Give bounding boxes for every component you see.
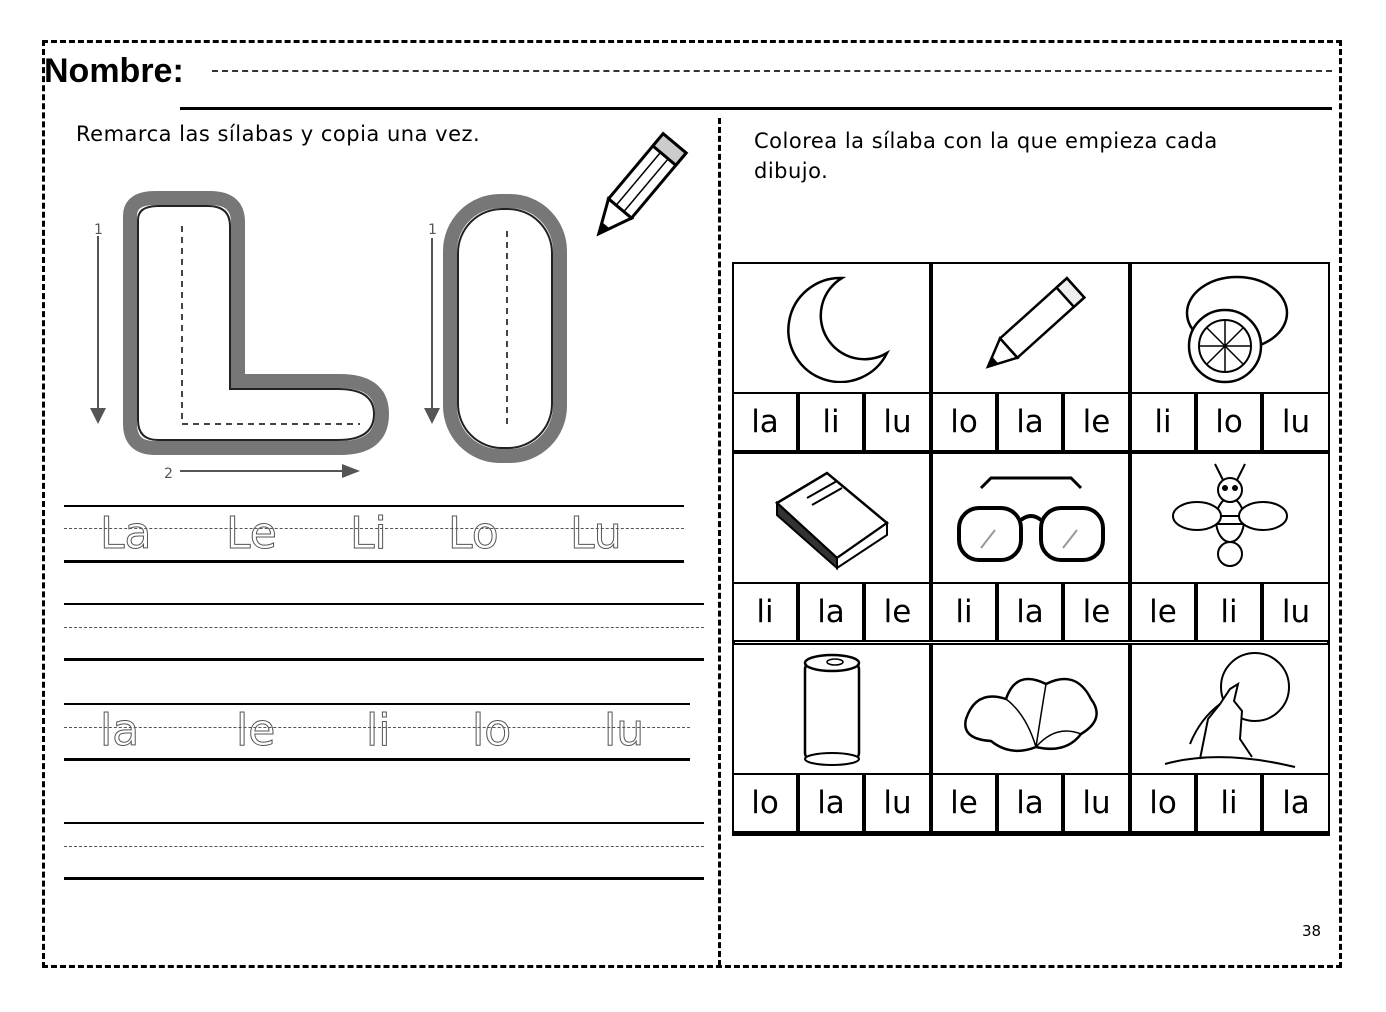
syllable-option[interactable] [732, 392, 798, 452]
pencil-icon [578, 120, 698, 255]
row4-top-line[interactable] [64, 822, 704, 824]
syllable-option[interactable] [1130, 773, 1196, 833]
syllable-option[interactable] [1262, 582, 1330, 642]
pencil-icon [961, 268, 1101, 388]
name-dash-line [212, 70, 1332, 72]
syllable-text: li [756, 594, 774, 630]
syllable-text: la [751, 404, 779, 440]
page-number: 38 [1302, 922, 1322, 940]
picture-cell [732, 262, 931, 394]
syllable-text: le [1149, 594, 1177, 630]
trace-syllable: Lo [448, 508, 499, 559]
svg-text:1: 1 [94, 222, 103, 238]
picture-cell [1130, 262, 1330, 394]
glasses-icon [951, 468, 1111, 568]
syllable-option[interactable] [864, 392, 931, 452]
row4-base-line[interactable] [64, 877, 704, 880]
syllable-text: li [1220, 594, 1238, 630]
syllable-text: le [1082, 404, 1111, 440]
can-icon [797, 649, 867, 769]
syllable-text: li [1154, 404, 1172, 440]
syllable-text: le [950, 785, 978, 821]
syllable-text: lu [1281, 404, 1311, 440]
syllable-option[interactable] [732, 773, 798, 833]
trace-syllable: le [236, 705, 276, 756]
syllable-text: lo [1215, 404, 1243, 440]
syllable-text: la [1282, 785, 1310, 821]
picture-cell [732, 643, 931, 775]
syllable-text: la [1016, 404, 1044, 440]
name-label: Nombre: [44, 52, 184, 90]
row2-base-line[interactable] [64, 658, 704, 661]
syllable-option[interactable] [1196, 392, 1262, 452]
syllable-option[interactable] [1063, 392, 1130, 452]
picture-cell [1130, 452, 1330, 584]
syllable-option[interactable] [997, 773, 1063, 833]
trace-syllable: Lu [570, 508, 622, 559]
syllable-option[interactable] [1130, 392, 1196, 452]
syllable-text: la [1016, 594, 1044, 630]
syllable-text: lu [883, 404, 912, 440]
book-icon [757, 463, 907, 573]
syllable-option[interactable] [1196, 582, 1262, 642]
svg-text:2: 2 [164, 466, 173, 482]
right-instruction-line1: Colorea la sílaba con la que empieza cada [754, 129, 1218, 153]
picture-cell [931, 643, 1130, 775]
name-write-line[interactable] [180, 107, 1332, 110]
syllable-option[interactable] [931, 773, 997, 833]
big-letter-L-trace [80, 186, 400, 486]
lettuce-icon [956, 659, 1106, 759]
left-instruction: Remarca las sílabas y copia una vez. [76, 122, 481, 146]
row2-mid-line [64, 627, 704, 628]
syllable-text: la [817, 785, 845, 821]
syllable-text: lo [751, 785, 779, 821]
svg-text:1: 1 [428, 222, 437, 238]
syllable-option[interactable] [798, 773, 864, 833]
right-instruction-line2: dibujo. [754, 159, 829, 183]
moon-icon [772, 273, 892, 383]
syllable-option[interactable] [1063, 773, 1130, 833]
trace-syllable: La [100, 508, 152, 559]
lemon-icon [1165, 268, 1295, 388]
big-letter-l-trace [420, 186, 580, 486]
picture-cell [1130, 643, 1330, 775]
syllable-option[interactable] [1063, 582, 1130, 642]
syllable-text: li [1220, 785, 1238, 821]
syllable-option[interactable] [864, 582, 931, 642]
syllable-option[interactable] [1262, 392, 1330, 452]
trace-syllable: Li [350, 508, 387, 559]
syllable-text: li [822, 404, 840, 440]
trace-syllable: la [100, 705, 140, 756]
trace-syllable: lu [604, 705, 645, 756]
syllable-option[interactable] [931, 392, 997, 452]
row1-top-line [64, 505, 684, 507]
syllable-text: lo [950, 404, 978, 440]
picture-cell [931, 452, 1130, 584]
syllable-text: lu [1281, 594, 1311, 630]
syllable-text: lu [883, 785, 912, 821]
syllable-text: li [955, 594, 973, 630]
syllable-option[interactable] [1130, 582, 1196, 642]
wolf-icon [1160, 649, 1300, 769]
syllable-text: la [817, 594, 845, 630]
trace-syllable: Le [226, 508, 277, 559]
syllable-option[interactable] [1262, 773, 1330, 833]
syllable-option[interactable] [798, 392, 864, 452]
row3-base-line [64, 758, 690, 761]
picture-cell [931, 262, 1130, 394]
syllable-text: lu [1082, 785, 1111, 821]
trace-syllable: lo [472, 705, 512, 756]
syllable-text: le [1082, 594, 1111, 630]
row4-mid-line [64, 846, 704, 847]
syllable-text: lo [1149, 785, 1177, 821]
syllable-text: la [1016, 785, 1044, 821]
syllable-option[interactable] [798, 582, 864, 642]
syllable-option[interactable] [732, 582, 798, 642]
row2-top-line[interactable] [64, 603, 704, 605]
syllable-option[interactable] [997, 582, 1063, 642]
row1-base-line [64, 560, 684, 563]
column-divider [718, 118, 721, 966]
syllable-option[interactable] [1196, 773, 1262, 833]
syllable-option[interactable] [864, 773, 931, 833]
trace-syllable: li [366, 705, 391, 756]
syllable-text: le [883, 594, 912, 630]
picture-cell [732, 452, 931, 584]
syllable-option[interactable] [997, 392, 1063, 452]
firefly-icon [1165, 458, 1295, 578]
syllable-option[interactable] [931, 582, 997, 642]
